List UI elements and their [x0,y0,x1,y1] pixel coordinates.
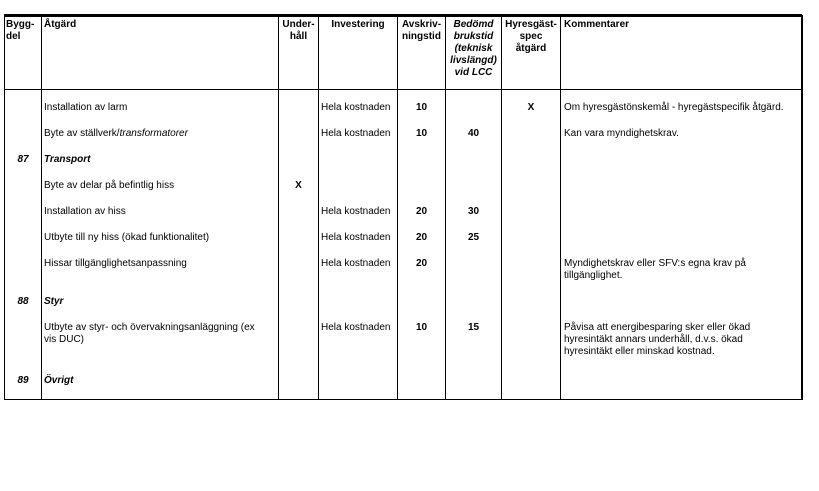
kommentar-cell: Påvisa att energibesparing sker eller ökad hyresintäkt annars underhåll, d.v.s. ökad hyresintäkt eller minskad kostnad. [564,322,751,357]
header-avskrivningstid: Avskriv- ningstid [401,19,442,42]
brukstid-cell: 30 [467,206,480,217]
category-title: Övrigt [44,375,74,386]
atgard-cell: Installation av hiss [44,206,126,217]
header-kommentarer: Kommentarer [564,19,630,30]
column-divider [278,15,279,400]
atgard-cell: Utbyte av styr- och övervakningsanläggning (ex vis DUC) [44,322,255,345]
header-investering: Investering [331,19,385,30]
header-divider [4,89,802,90]
hyresgast-cell: X [527,102,535,113]
column-divider [560,15,561,400]
atgard-italic: transformatorer [119,128,188,139]
category-title: Transport [44,154,91,165]
header-atgard: Åtgärd [44,19,77,30]
brukstid-cell: 40 [467,128,480,139]
avskrivningstid-cell: 10 [415,128,428,139]
investering-cell: Hela kostnaden [321,232,391,243]
avskrivningstid-cell: 20 [415,258,428,269]
avskrivningstid-cell: 10 [415,322,428,333]
investering-cell: Hela kostnaden [321,206,391,217]
investering-cell: Hela kostnaden [321,322,391,333]
atgard-cell [44,128,188,140]
byggdel-cell: 87 [17,154,29,165]
investering-cell: Hela kostnaden [321,102,391,113]
avskrivningstid-cell: 10 [415,102,428,113]
column-divider [501,15,502,400]
kommentar-cell: Kan vara myndighetskrav. [564,128,679,139]
byggdel-cell: 89 [17,375,29,386]
brukstid-cell: 15 [467,322,480,333]
byggdel-cell: 88 [17,296,29,307]
header-underhall: Under- håll [282,19,315,42]
kommentar-cell: Myndighetskrav eller SFV:s egna krav på tillgänglighet. [564,258,746,281]
atgard-cell: Hissar tillgänglighetsanpassning [44,258,187,269]
investering-cell: Hela kostnaden [321,128,391,139]
table-top-border [4,14,802,17]
header-brukstid: Bedömd brukstid (teknisk livslängd) vid LCC [450,19,497,78]
atgard-cell: Utbyte till ny hiss (ökad funktionalitet) [44,232,210,243]
investering-cell: Hela kostnaden [321,258,391,269]
header-byggdel: Bygg- del [6,19,35,42]
avskrivningstid-cell: 20 [415,232,428,243]
category-title: Styr [44,296,64,307]
atgard-cell: Byte av delar på befintlig hiss [44,180,175,191]
avskrivningstid-cell: 20 [415,206,428,217]
atgard-prefix: Byte av ställverk/ [44,128,120,139]
table-right-border [801,15,803,400]
brukstid-cell: 25 [467,232,480,243]
column-divider [41,15,42,400]
header-hyresgast: Hyresgäst- spec åtgärd [505,19,557,54]
kommentar-cell: Om hyresgästönskemål - hyregästspecifik åtgärd. [564,102,784,113]
underhall-cell: X [295,180,302,191]
atgard-cell: Installation av larm [44,102,128,113]
column-divider [318,15,319,400]
